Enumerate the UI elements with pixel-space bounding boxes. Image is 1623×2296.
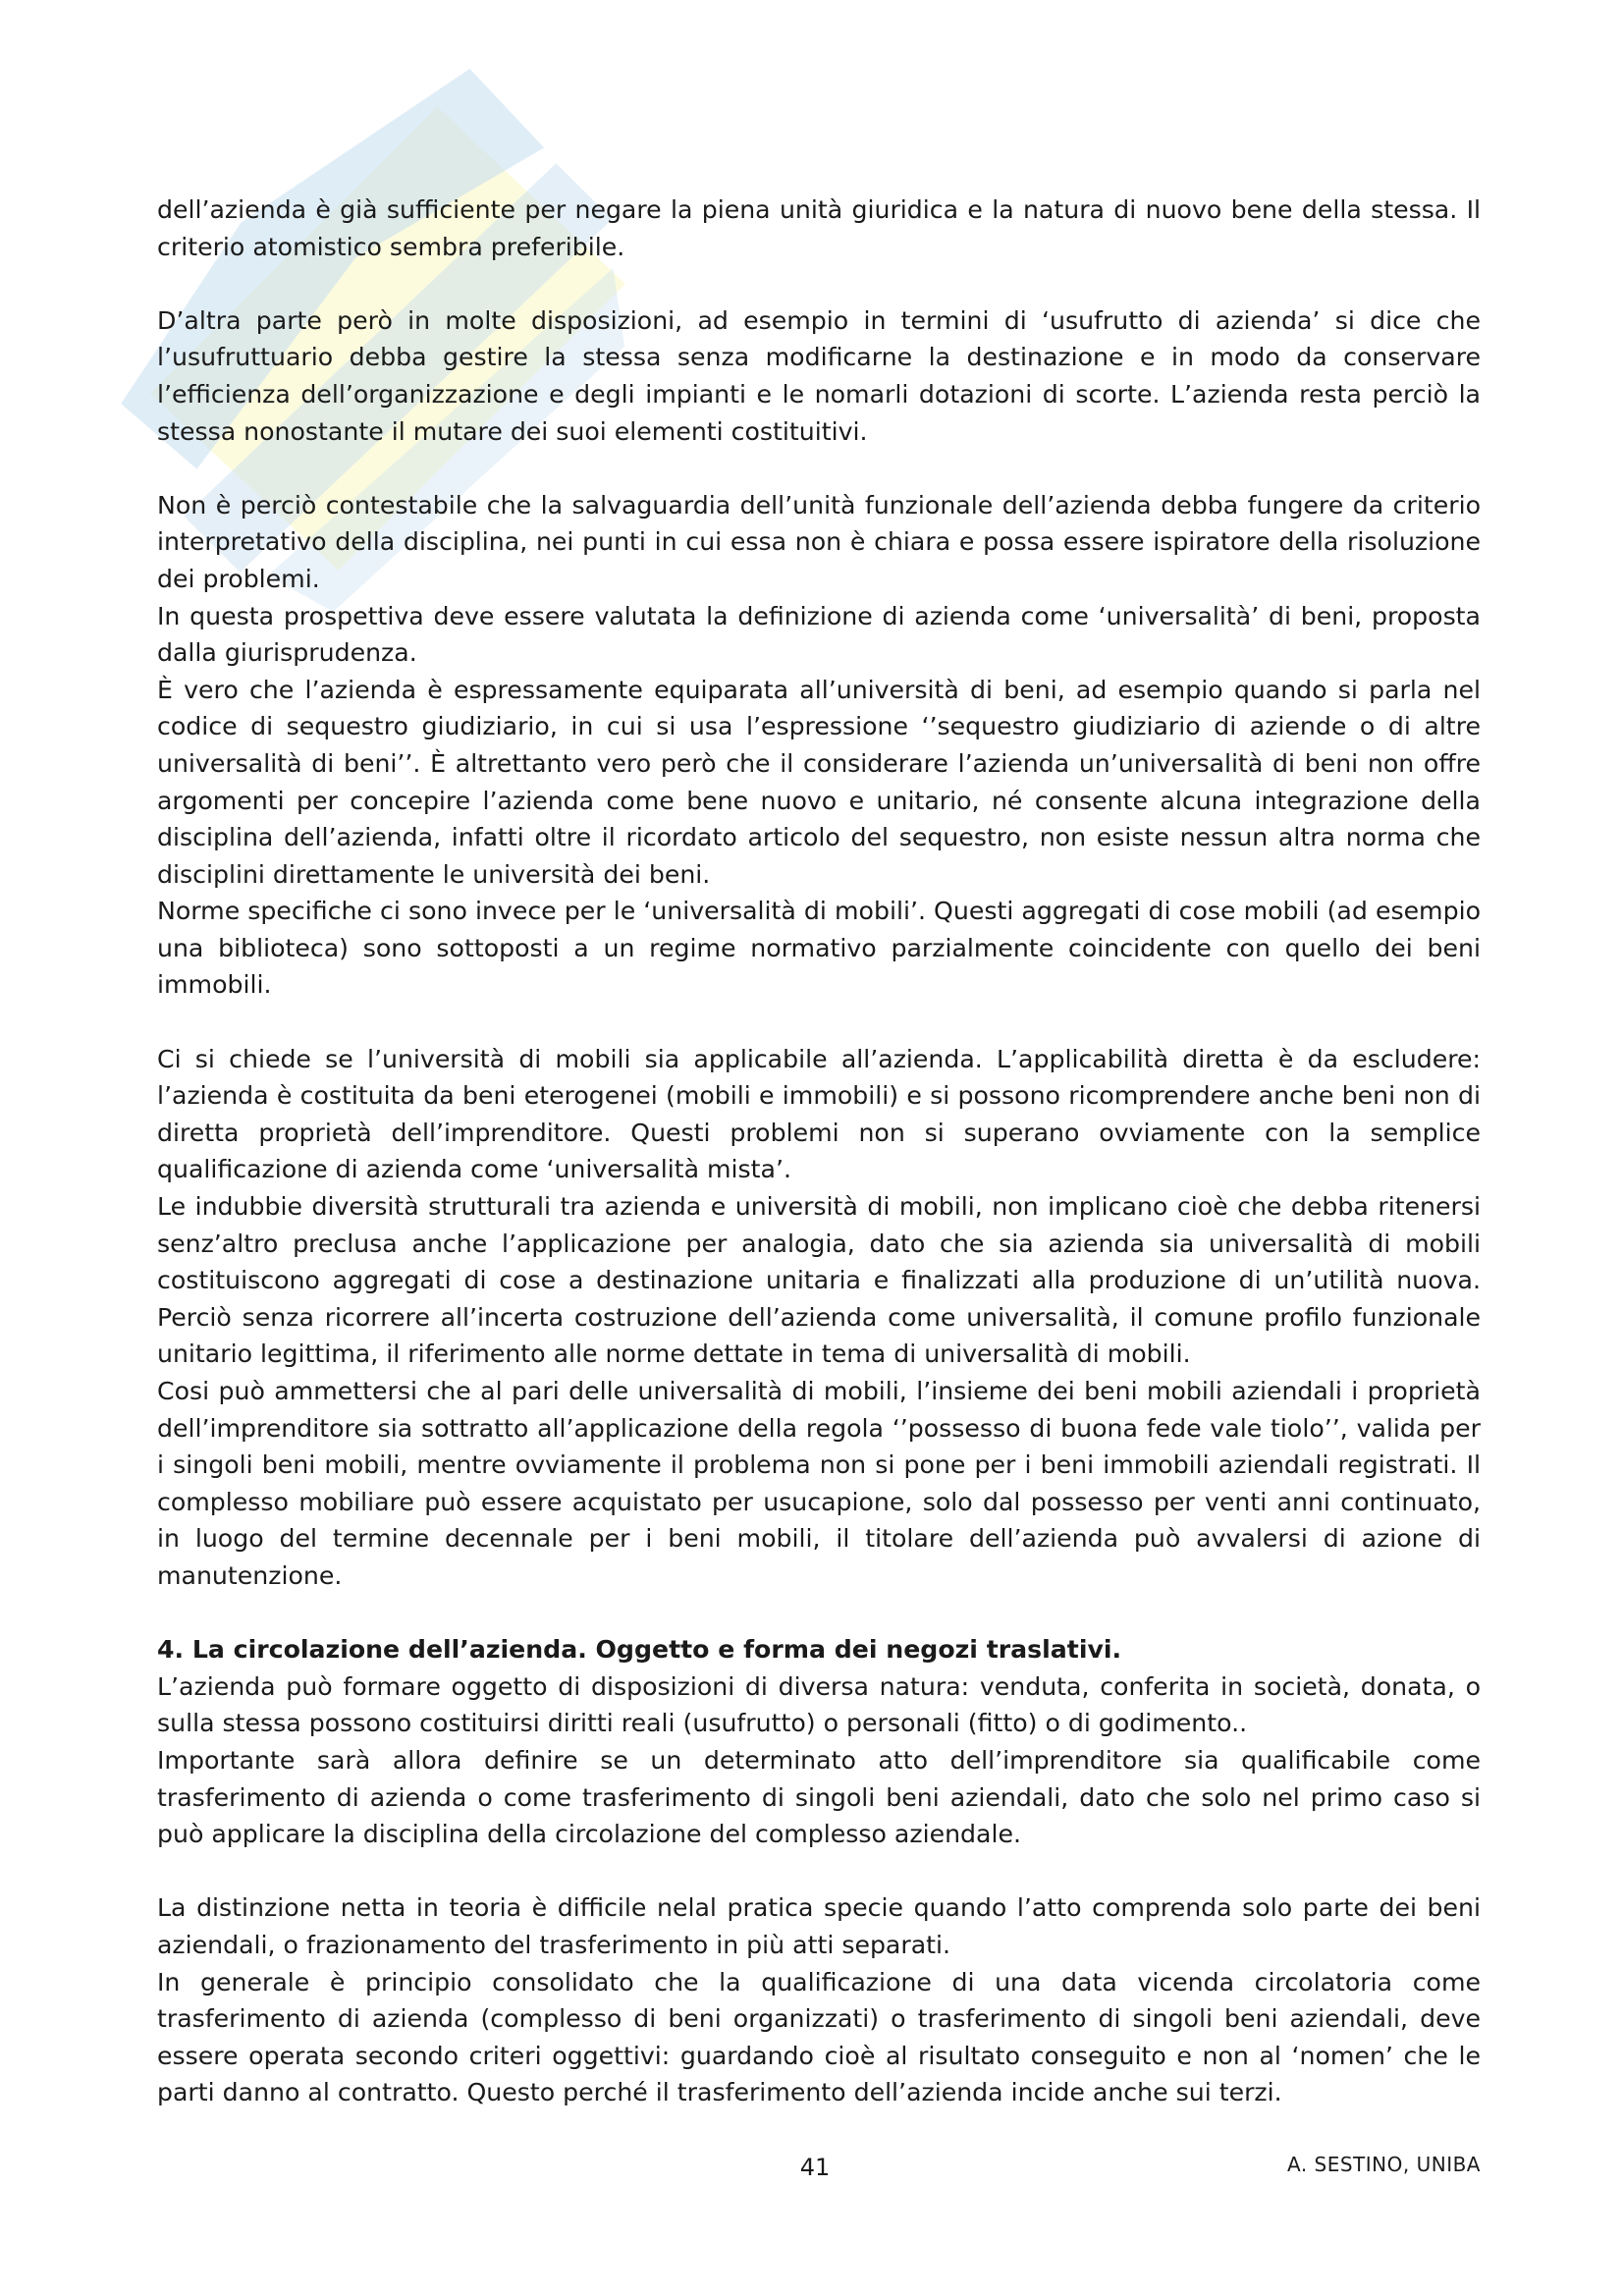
spacer (157, 265, 1481, 302)
paragraph-11: Importante sarà allora definire se un determinato atto dell’imprenditore sia qualificabile come trasferimento di azienda o come trasferimento di singoli beni aziendali, dato che solo nel primo caso si può applicare la disciplina della circolazione del complesso aziendale. (157, 1745, 1481, 1849)
paragraph-10: L’azienda può formare oggetto di disposizioni di diversa natura: venduta, conferita in società, donata, o sulla stessa possono costituirsi diritti reali (usufrutto) o personali (fitto) o di godimento.. (157, 1671, 1481, 1738)
paragraph-13: In generale è principio consolidato che la qualificazione di una data vicenda circolatoria come trasferimento di azienda (complesso di beni organizzati) o trasferimento di singoli beni aziendali, deve essere operata secondo criteri oggettivi: guardando cioè al risultato conseguito e non al ‘nomen’ che le parti danno al contratto. Questo perché il trasferimento dell’azienda incide anche sui terzi. (157, 1967, 1481, 2107)
spacer (157, 1853, 1481, 1890)
paragraph-5: È vero che l’azienda è espressamente equiparata all’università di beni, ad esempio quando si parla nel codice di sequestro giudiziario, in cui si usa l’espressione ‘’sequestro giudiziario di aziende o di altre universalità di beni’’. È altrettanto vero però che il considerare l’azienda un’universalità di beni non offre argomenti per concepire l’azienda come bene nuovo e unitario, né consente alcuna integrazione della disciplina dell’azienda, infatti oltre il ricordato articolo del sequestro, non esiste nessun altra norma che disciplini direttamente le università dei beni. (157, 675, 1481, 889)
spacer (157, 1004, 1481, 1041)
paragraph-1: dell’azienda è già sufficiente per negare la piena unità giuridica e la natura di nuovo bene della stessa. Il criterio atomistico sembra preferibile. (157, 195, 1481, 261)
paragraph-3: Non è perciò contestabile che la salvaguardia dell’unità funzionale dell’azienda debba fungere da criterio interpretativo della disciplina, nei punti in cui essa non è chiara e possa essere ispiratore della risoluzione dei problemi. (157, 490, 1481, 593)
spacer (157, 1595, 1481, 1632)
footer-author: A. SESTINO, UNIBA (1286, 2153, 1481, 2176)
spacer (157, 450, 1481, 487)
paragraph-2: D’altra parte però in molte disposizioni, ad esempio in termini di ‘usufrutto di azienda’ si dice che l’usufruttuario debba gestire la stessa senza modificarne la destinazione e in modo da conservare l’efficienza dell’organizzazione e degli impianti e le nomarli dotazioni di scorte. L’azienda resta perciò la stessa nonostante il mutare dei suoi elementi costituitivi. (157, 305, 1481, 446)
body-text (157, 191, 1481, 2111)
paragraph-7: Ci si chiede se l’università di mobili sia applicabile all’azienda. L’applicabilità diretta è da escludere: l’azienda è costituita da beni eterogenei (mobili e immobili) e si possono ricomprendere anche beni non di diretta proprietà dell’imprenditore. Questi problemi non si superano ovviamente con la semplice qualificazione di azienda come ‘universalità mista’. (157, 1044, 1481, 1184)
paragraph-8: Le indubbie diversità strutturali tra azienda e università di mobili, non implicano cioè che debba ritenersi senz’altro preclusa anche l’applicazione per analogia, dato che sia azienda sia universalità di mobili costituiscono aggregati di cose a destinazione unitaria e finalizzati alla produzione di un’utilità nuova. Perciò senza ricorrere all’incerta costruzione dell’azienda come universalità, il comune profilo funzionale unitario legittima, il riferimento alle norme dettate in tema di universalità di mobili. (157, 1192, 1481, 1369)
paragraph-6: Norme specifiche ci sono invece per le ‘universalità di mobili’. Questi aggregati di cose mobili (ad esempio una biblioteca) sono sottoposti a un regime normativo parzialmente coincidente con quello dei beni immobili. (157, 897, 1481, 1000)
paragraph-4: In questa prospettiva deve essere valutata la definizione di azienda come ‘universalità’ di beni, proposta dalla giurisprudenza. (157, 601, 1481, 668)
paragraph-9: Cosi può ammettersi che al pari delle universalità di mobili, l’insieme dei beni mobili aziendali i proprietà dell’imprenditore sia sottratto all’applicazione della regola ‘’possesso di buona fede vale tiolo’’, valida per i singoli beni mobili, mentre ovviamente il problema non si pone per i beni immobili aziendali registrati. Il complesso mobiliare può essere acquistato per usucapione, solo dal possesso per venti anni continuato, in luogo del termine decennale per i beni mobili, il titolare dell’azienda può avvalersi di azione di manutenzione. (157, 1377, 1481, 1590)
section-heading: 4. La circolazione dell’azienda. Oggetto e forma dei negozi traslativi. (157, 1635, 1122, 1665)
page-number: 41 (799, 2154, 831, 2181)
paragraph-12: La distinzione netta in teoria è difficile nelal pratica specie quando l’atto comprenda solo parte dei beni aziendali, o frazionamento del trasferimento in più atti separati. (157, 1893, 1481, 1959)
